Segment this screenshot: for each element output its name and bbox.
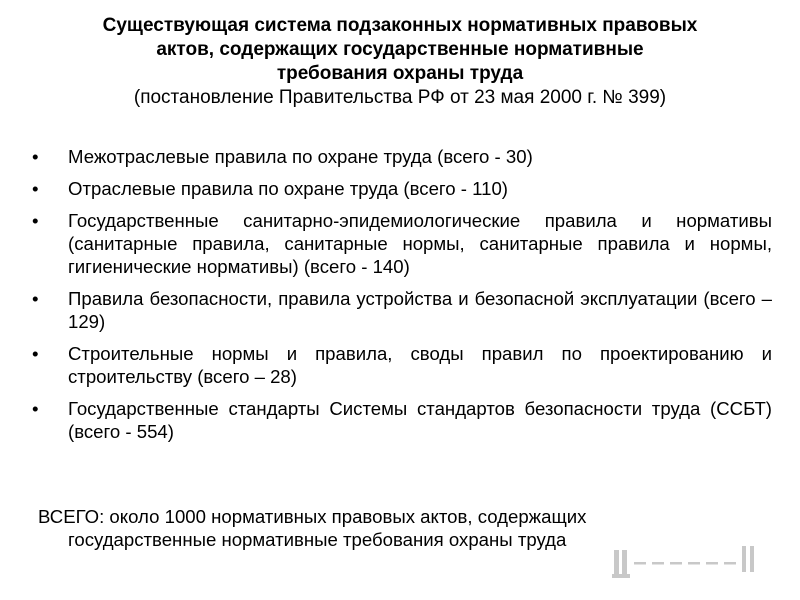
list-item-text: Правила безопасности, правила устройства и безопасной эксплуатации (всего – 129) — [68, 288, 772, 332]
bullet-dot: • — [32, 343, 39, 364]
slide-title — [40, 14, 760, 110]
bullet-dot: • — [32, 178, 39, 199]
title-line-3: требования охраны труда — [276, 63, 524, 84]
title-subtitle: (постановление Правительства РФ от 23 мая 2000 г. № 399) — [133, 87, 667, 108]
title-line-1: Существующая система подзаконных нормативных правовых — [102, 15, 698, 36]
list-item-text: Строительные нормы и правила, своды правил по проектированию и строительству (всего – 28) — [68, 343, 772, 387]
bullet-dot: • — [32, 210, 39, 231]
list-item — [30, 209, 772, 278]
bullet-list — [30, 145, 772, 452]
list-item-text: Отраслевые правила по охране труда (всего - 110) — [68, 178, 508, 199]
list-item — [30, 342, 772, 388]
bullet-dot: • — [32, 288, 39, 309]
bullet-dot: • — [32, 398, 39, 419]
title-line-2: актов, содержащих государственные нормативные — [156, 39, 644, 60]
total-line-1: ВСЕГО: около 1000 нормативных правовых актов, содержащих — [38, 506, 587, 527]
bullet-dot: • — [32, 146, 39, 167]
list-item-text: Государственные санитарно-эпидемиологические правила и нормативы (санитарные правила, санитарные нормы, санитарные правила и нормы, гигиенические нормативы) (всего - 140) — [68, 210, 772, 277]
list-item — [30, 287, 772, 333]
list-item — [30, 397, 772, 443]
list-item-text: Межотраслевые правила по охране труда (всего - 30) — [68, 146, 533, 167]
list-item-text: Государственные стандарты Системы стандартов безопасности труда (ССБТ) (всего - 554) — [68, 398, 772, 442]
list-item — [30, 177, 772, 200]
watermark-logo — [610, 536, 762, 580]
list-item — [30, 145, 772, 168]
total-line-2: государственные нормативные требования охраны труда — [68, 529, 567, 550]
